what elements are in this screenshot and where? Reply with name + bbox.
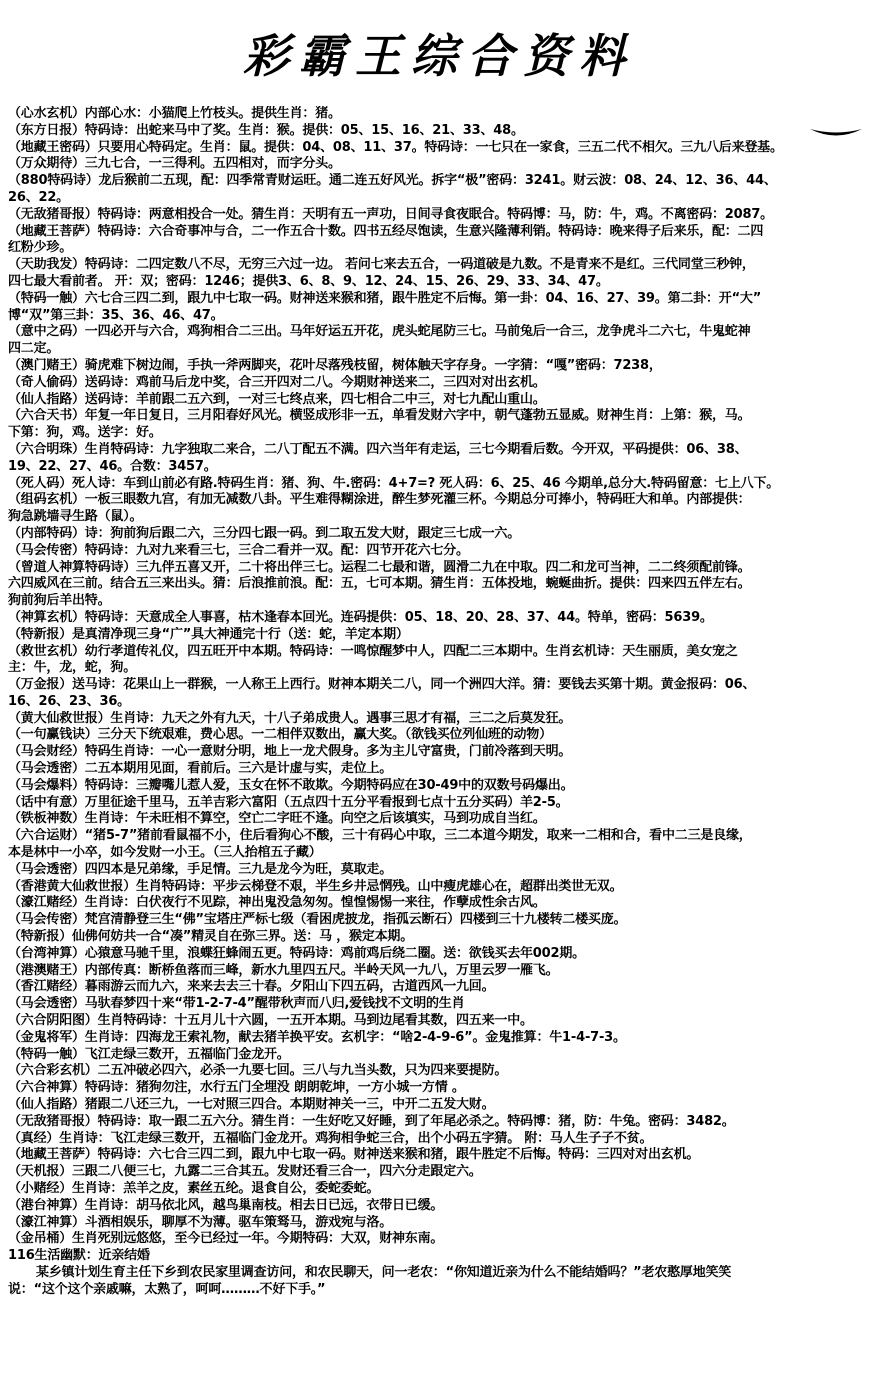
text-line: （特码一触）六七合三四二到，跟九中七取一码。财神送来猴和猪，跟牛胜定不后悔。第一卦：04、16、27、39。第二卦：开“大” <box>8 290 762 306</box>
text-line: （组码玄机）一板三眼数九宫，有加无减数八卦。平生难得糊涂进，醉生梦死灌三杯。今期总分可捧小，特码旺大和单。内部提供： <box>8 492 751 508</box>
text-line: （台湾神算）心猿意马驰千里，浪蝶狂蜂闹五更。特码诗：鸡前鸡后绕二圈。送：欲钱买去年002期。 <box>8 945 585 961</box>
text-line: 主：牛，龙，蛇，狗。 <box>8 660 137 676</box>
text-line: 四七最大看前者。 开：双；密码：1246；提供3、6、8、9、12、24、15、26、29、33、34、47。 <box>8 273 609 289</box>
text-line: （真经）生肖诗：飞江走绿三数开，五福临门金龙开。鸡狗相争蛇三合，出个小码五字猜。 附：马人生子子不贫。 <box>8 1130 653 1146</box>
text-line: 狗前狗后羊出特。 <box>8 593 111 609</box>
text-line: （濠江赌经）生肖诗：白伏夜行不见踪，神出鬼没急匆匆。惶惶惕惕一来往，作孽成性余古风。 <box>8 895 546 911</box>
text-line: （特新报）仙佛何妨共一合“凑”精灵自在弥三界。送：马 ，猴定本期。 <box>8 929 414 945</box>
text-line: （六合运财）“猪5-7”猪前看鼠福不小，住后看狗心不酸，三十有码心中取，三二本道今期发，取来一二相和合，看中二三是良缘， <box>8 828 752 844</box>
text-line: （救世玄机）幼行孝道传礼仪，四五旺开中本期。特码诗：一鸣惊醒梦中人，四配二三本期中。生肖玄机诗：天生丽质，美女宠之 <box>8 643 738 659</box>
text-line: （马会透密）马驮春梦四十来“带1-2-7-4”醒带秋声而八归,爱钱找不文明的生肖 <box>8 996 465 1012</box>
text-line: 116生活幽默：近亲结婚 <box>8 1248 150 1264</box>
text-line: （马会财经）特码生肖诗：一心一意财分明，地上一龙犬假身。多为主儿守富贵，门前冷落到天明。 <box>8 744 572 760</box>
text-line: 狗急跳墙寻生路（鼠）。 <box>8 509 143 525</box>
text-line: （内部特码）诗：狗前狗后跟二六，三分四七跟一码。到二取五发大财，跟定三七成一六。 <box>8 525 521 541</box>
text-line: （万众期待）三九七合，一三得利。五四相对，而字分头。 <box>8 156 341 172</box>
text-line: （地藏王菩萨）特码诗：六合奇事冲与合，二一作五合十数。四书五经尽饱读，生意兴隆薄利销。特码诗：晚来得子后来乐，配：二四 <box>8 223 764 239</box>
text-line: （特新报）是真清净现三身“广”具大神通完十行（送：蛇，羊定本期） <box>8 626 409 642</box>
document-body <box>8 106 874 1299</box>
text-line: （港台神算）生肖诗：胡马依北风，越鸟巢南枝。相去日已远，衣带日已缓。 <box>8 1197 444 1213</box>
text-line: （地藏王密码）只要用心特码定。生肖：鼠。提供：04、08、11、37。特码诗：一七只在一家食，三五二代不相欠。三九八后来登基。 <box>8 139 783 155</box>
text-line: 六四威风在三前。结合五三来出头。猜：后浪推前浪。配：五，七可本期。猜生肖：五体投地，蜿蜒曲折。提供：四来四五伴左右。 <box>8 576 751 592</box>
text-line: （黄大仙救世报）生肖诗：九天之外有九天，十八子弟成贵人。遇事三思才有福，三二之后莫发狂。 <box>8 710 572 726</box>
text-line: 说：“这个这个亲戚嘛，太熟了，呵呵………不好下手。” <box>8 1281 326 1297</box>
text-line: 16、26、23、36。 <box>8 693 130 709</box>
text-line: （万金报）送马诗：花果山上一群猴，一人称王上西行。财神本期关二八，同一个洲四大洋。猜：要钱去买第十期。黄金报码：06、 <box>8 677 756 693</box>
text-line: （马会爆料）特码诗：三瓣嘴儿惹人爱，玉女在怀不敢欺。今期特码应在30-49中的双数号码爆出。 <box>8 777 574 793</box>
text-line: （话中有意）万里征途千里马，五羊吉彩六富阳（五点四十五分平看报到七点十五分买码）羊2-5。 <box>8 794 569 810</box>
text-line: （神算玄机）特码诗：天意成全人事喜，枯木逢春本回光。连码提供：05、18、20、28、37、44。特单，密码：5639。 <box>8 609 713 625</box>
text-line: （马会透密）四四本是兄弟缘，手足情。三九是龙今为旺，莫取走。 <box>8 861 393 877</box>
page-title: 彩霸王综合资料 <box>243 29 635 83</box>
text-line: （马会透密）二五本期用见面，看前后。三六是计虚与实，走位上。 <box>8 761 393 777</box>
text-line: （香江赌经）暮雨游云而九六，来来去去三十春。夕阳山下四五码，古道西风一九回。 <box>8 979 495 995</box>
text-line: （意中之码）一四必开与六合，鸡狗相合二三出。马年好运五开花，虎头蛇尾防三七。马前兔后一合三，龙争虎斗二六七，牛鬼蛇神 <box>8 324 751 340</box>
text-line: （仙人指路）猪跟二八还三九，一七对照三四合。本期财神关一三，中开二五发大财。 <box>8 1097 495 1113</box>
text-line: （死人码）死人诗：车到山前必有路.特码生肖：猪、狗、牛.密码：4+7=? 死人码：6、25、46 今期单,总分大.特码留意：七上八下。 <box>8 475 780 491</box>
text-line: （六合明珠）生肖特码诗：九字独取二来合，二八丁配五不满。四六当年有走运，三七今期看后数。今开双，平码提供：06、38、 <box>8 441 748 457</box>
text-line: （六合神算）特码诗：猪狗勿注，水行五门全埋没 朗朗乾坤，一方小城一方情 。 <box>8 1080 465 1096</box>
text-line: （奇人偷码）送码诗：鸡前马后龙中奖，合三开四对二八。今期财神送来二，三四对对出玄机。 <box>8 374 546 390</box>
text-line: 19、22、27、46。合数：3457。 <box>8 458 217 474</box>
text-line: （无敌猪哥报）特码诗：取一跟二五六分。猜生肖：一生好吃又好睡，到了年尾必杀之。特码博：猪，防：牛兔。密码：3482。 <box>8 1113 735 1129</box>
text-line: （六合天书）年复一年日复日，三月阳春好风光。横竖成形非一五，单看发财六字中，朝气蓬勃五显威。财神生肖：上第：猴，马。 <box>8 408 751 424</box>
text-line: （马会传密）特码诗：九对九来看三七，三合二看并一双。配：四节开花六七分。 <box>8 542 469 558</box>
text-line: （港澳赌王）内部传真：断桥鱼落而三峰，新水九里四五尺。半岭天风一九八，万里云罗一雁飞。 <box>8 962 559 978</box>
text-line: （六合阴阳图）生肖特码诗：十五月儿十六圆，一五开本期。马到边尾看其数，四五来一中。 <box>8 1013 533 1029</box>
text-line: 本是林中一小卒，如今发财一小王。（三人抬棺五子藏） <box>8 845 322 861</box>
text-line: （一句赢钱诀）三分天下统艰难，费心思。一二相伴双数出，赢大奖。（欲钱买位列仙班的动物） <box>8 727 552 743</box>
text-line: （濠江神算）斗酒相娱乐，聊厚不为薄。驱车策驽马，游戏宛与洛。 <box>8 1214 393 1230</box>
text-line: （仙人指路）送码诗：羊前跟二五六到，一对三七终点来，四七相合二中三，对七九配山重山。 <box>8 391 546 407</box>
text-line: （六合彩玄机）二五冲破必四六，必杀一九要七回。三八与九当头数，只为四来要提防。 <box>8 1063 508 1079</box>
text-line: 某乡镇计划生育主任下乡到农民家里调查访问，和农民聊天，问一老农：“你知道近亲为什么不能结婚吗？”老农憨厚地笑笑 <box>36 1264 732 1280</box>
text-line: 红粉少珍。 <box>8 240 73 256</box>
text-line: （澳门赌王）骑虎难下树边闹，手执一斧两脚夹，花叶尽落残枝留，树体触天字存身。一字猜：“嘎”密码：7238， <box>8 357 662 373</box>
text-line: （天机报）三跟二八便三七，九露二三合其五。发财还看三合一，四六分走跟定六。 <box>8 1164 482 1180</box>
text-line: （天助我发）特码诗：二四定数八不尽，无穷三六过一边。 若问七来去五合，一码道破是九数。不是青来不是红。三代同堂三秒钟， <box>8 257 755 273</box>
text-line: （880特码诗）龙后猴前二五现，配：四季常青财运旺。通二连五好风光。拆字“极”密码：3241。财云波：08、24、12、36、44、 <box>8 173 777 189</box>
text-line: （金鬼将军）生肖诗：四海龙王索礼物，献去猪羊换平安。玄机字：“啥2-4-9-6”。金鬼推算：牛1-4-7-3。 <box>8 1029 626 1045</box>
text-line: （特码一触）飞江走绿三数开，五福临门金龙开。 <box>8 1046 290 1062</box>
text-line: （东方日报）特码诗：出蛇来马中了奖。生肖：猴。提供：05、15、16、21、33、48。 <box>8 122 524 138</box>
text-line: 四二定。 <box>8 341 60 357</box>
text-line: （无敌猪哥报）特码诗：两意相投合一处。猜生肖：天明有五一声功，日间寻食夜眠合。特码博：马，防：牛，鸡。不离密码：2087。 <box>8 206 773 222</box>
text-line: 26、22。 <box>8 189 69 205</box>
text-line: （小赌经）生肖诗：羔羊之皮，素丝五纶。退食自公，委蛇委蛇。 <box>8 1181 380 1196</box>
text-line: （香港黄大仙救世报）生肖特码诗：平步云梯登不艰，半生乡井忌惘残。山中瘦虎雄心在，超群出类世无双。 <box>8 878 623 894</box>
text-line: （金吊桶）生肖死别远悠悠，至今已经过一年。今期特码：大双，财神东南。 <box>8 1231 444 1247</box>
text-line: （马会传密）梵宫清静登三生“佛”宝塔庄严标七级（看困虎披龙，指孤云断石）四楼到三十九楼转二楼买庞。 <box>8 912 627 928</box>
text-line: 下第：狗，鸡。送字：好。 <box>8 425 162 441</box>
text-line: （曾道人神算特码诗）三九伴五喜又开，二十将出伴三七。运程二七最和谐，圆滑二九在中取。四二和龙可当神，二二终须配前锋。 <box>8 559 751 575</box>
text-line: （地藏王菩萨）特码诗：六七合三四二到，跟九中七取一码。财神送来猴和猪，跟牛胜定不后悔。特码：三四对对出玄机。 <box>8 1147 700 1163</box>
text-line: （铁板神数）生肖诗：午未旺相不算空，空亡二字旺不逢。向空之后该填实，马到功成自当红。 <box>8 811 546 827</box>
text-line: （心水玄机）内部心水：小猫爬上竹枝头。提供生肖：猪。 <box>8 106 341 121</box>
text-line: 博“双”第三卦：35、36、46、47。 <box>8 307 224 323</box>
